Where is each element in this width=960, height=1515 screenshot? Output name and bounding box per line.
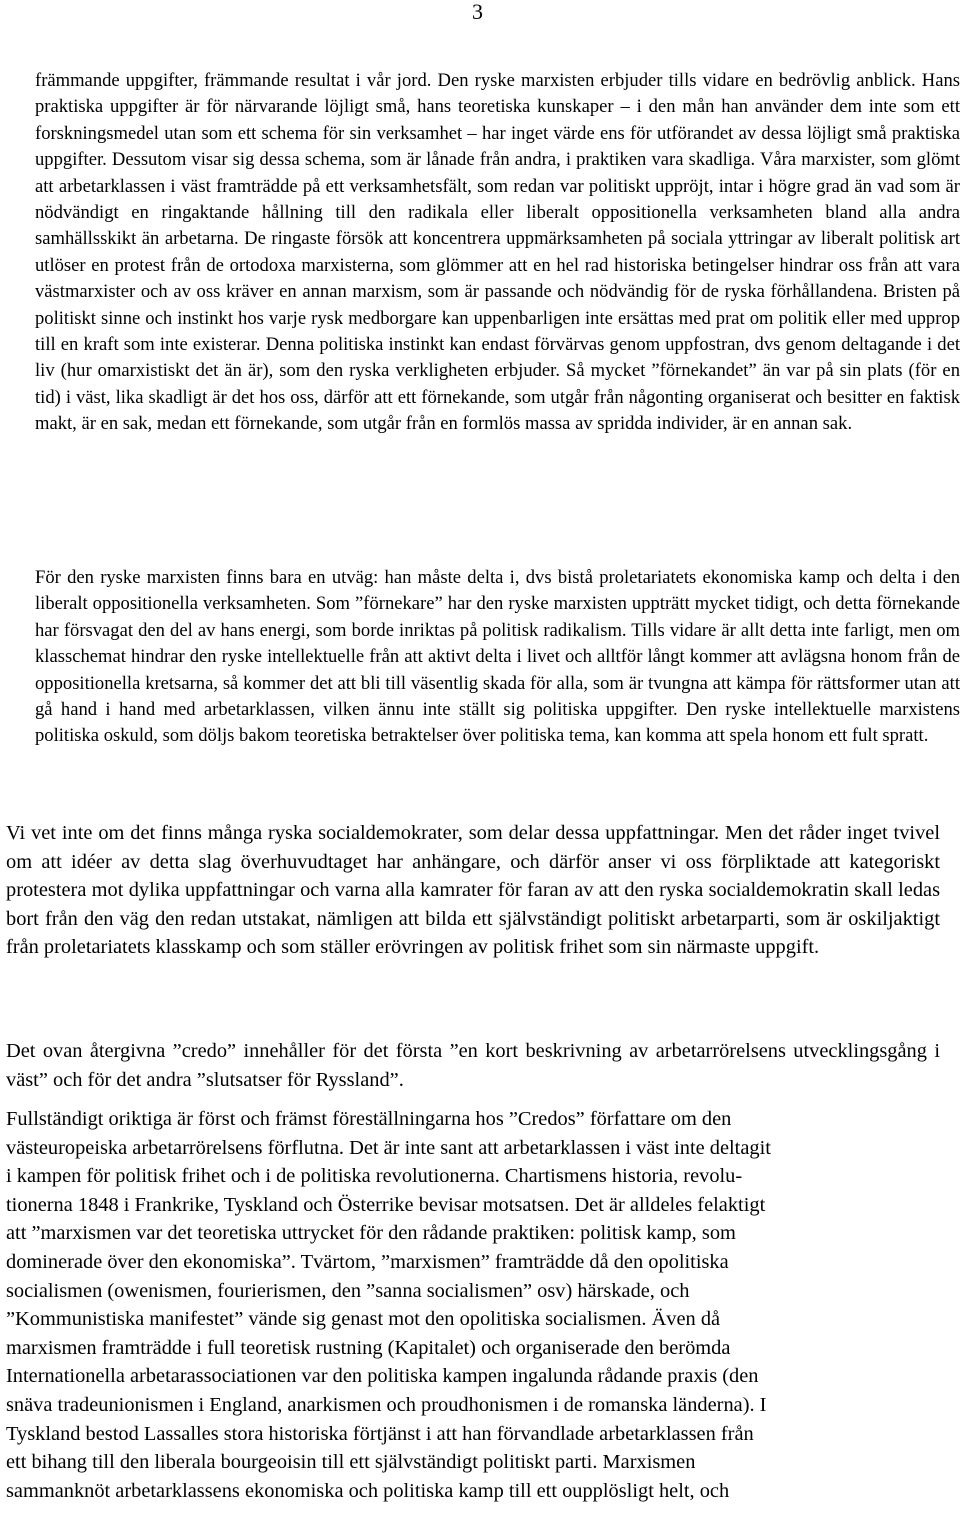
paragraph-line: dominerade över den ekonomiska”. Tvärtom, ”marxismen” framträdde då den opolitiska xyxy=(6,1250,729,1273)
paragraph-line: snäva tradeunionismen i England, anarkismen och proudhonismen i de romanska länderna). I xyxy=(6,1393,767,1416)
paragraph-line: ”Kommunistiska manifestet” vände sig genast mot den opolitiska socialismen. Även då xyxy=(6,1308,721,1331)
paragraph-line: sammanknöt arbetarklassens ekonomiska och politiska kamp till ett oupplösligt helt, och xyxy=(6,1479,730,1502)
quoted-paragraph-1: främmande uppgifter, främmande resultat i vår jord. Den ryske marxisten erbjuder tills vidare en bedrövlig anblick. Hans praktiska uppgifter är för närvarande löjligt små, hans teoretiska kunskaper – i den mån han använder dem inte som ett forskningsmedel utan som ett schema för sin verksamhet – har inget värde ens för utförandet av dessa löjligt små praktiska uppgifter. Dessutom visar sig dessa schema, som är lånade från andra, i praktiken vara skadliga. Våra marxister, som glömt att arbetarklassen i väst framträdde på ett verksamhetsfält, som redan var politiskt uppröjt, intar i högre grad än vad som är nödvändigt en ringaktande hållning till den radikala eller liberalt oppositionella verksamheten bland alla andra samhällsskikt än arbetarna. De ringaste försök att koncentrera uppmärksamheten på sociala yttringar av liberalt politisk art utlöser en protest från de ortodoxa marxisterna, som glömmer att en hel rad historiska betingelser hindrar oss från att vara västmarxister och av oss kräver en annan marxism, som är passande och nödvändig för de ryska förhållandena. Bristen på politiskt sinne och instinkt hos varje rysk medborgare kan uppenbarligen inte ersättas med prat om politik eller med upprop till en kraft som inte existerar. Denna politiska instinkt kan endast förvärvas genom uppfostran, dvs genom deltagande i det liv (hur omarxistiskt det än är), som den ryska verkligheten erbjuder. Så mycket ”förnekandet” än var på sin plats (för en tid) i väst, lika skadligt är det hos oss, därför att ett förnekande, som utgår från någonting organiserat och besitter en faktisk makt, är en sak, medan ett förnekande, som utgår från en formlös massa av spridda individer, är en annan sak. xyxy=(35,70,960,435)
paragraph-line: tionerna 1848 i Frankrike, Tyskland och Österrike bevisar motsatsen. Det är alldeles felaktigt xyxy=(6,1193,766,1216)
quoted-paragraph-2: För den ryske marxisten finns bara en utväg: han måste delta i, dvs bistå proletariatets ekonomiska kamp och delta i den liberalt oppositionella verksamheten. Som ”förnekare” har den ryske marxisten uppträtt mycket tidigt, och detta förnekande har försvagat den del av hans energi, som borde inriktas på politisk radikalism. Tills vidare är allt detta inte farligt, men om klasschemat hindrar den ryske intellektuelle från att aktivt delta i livet och alltför långt kommer att avlägsna honom från de oppositionella kretsarna, så kommer det att bli till väsentlig skada för alla, som är tvungna att kämpa för rättsformer utan att gå hand i hand med arbetarklassen, vilken ännu inte ställt sig politiska uppgifter. Den ryske intellektuelle marxistens politiska oskuld, som döljs bakom teoretiska betraktelser över politiska tema, kan komma att spela honom ett fult spratt. xyxy=(35,567,960,747)
paragraph-line: marxismen framträdde i full teoretisk rustning (Kapitalet) och organiserade den berömda xyxy=(6,1336,731,1359)
paragraph-line: Internationella arbetarassociationen var den politiska kampen ingalunda rådande praxis (den xyxy=(6,1365,759,1388)
body-paragraph-3 xyxy=(6,1105,940,1505)
paragraph-line: socialismen (owenismen, fourierismen, den ”sanna socialismen” osv) härskade, och xyxy=(6,1279,690,1302)
paragraph-line: västeuropeiska arbetarrörelsens förflutna. Det är inte sant att arbetarklassen i väst inte deltagit xyxy=(6,1136,771,1159)
paragraph-line: Tyskland bestod Lassalles stora historiska förtjänst i att han förvandlade arbetarklassen från xyxy=(6,1422,754,1445)
paragraph-line: ett bihang till den liberala bourgeoisin till ett självständigt politiskt parti. Marxismen xyxy=(6,1451,696,1474)
paragraph-line: Fullständigt oriktiga är först och främst föreställningarna hos ”Credos” författare om den xyxy=(6,1108,732,1130)
page-number: 3 xyxy=(472,0,483,24)
paragraph-line: i kampen för politisk frihet och i de politiska revolutionerna. Chartismens historia, revolu- xyxy=(6,1165,743,1188)
body-paragraph-2: Det ovan återgivna ”credo” innehåller för det första ”en kort beskrivning av arbetarrörelsens utvecklingsgång i väst” och för det andra ”slutsatser för Ryssland”. xyxy=(6,1040,940,1091)
paragraph-line: att ”marxismen var det teoretiska uttrycket för den rådande praktiken: politisk kamp, som xyxy=(6,1222,736,1245)
body-paragraph-1: Vi vet inte om det finns många ryska socialdemokrater, som delar dessa uppfattningar. Men det råder inget tvivel om att idéer av detta slag överhuvudtaget har anhängare, och därför anser vi oss förpliktade att kategoriskt protestera mot dylika uppfattningar och varna alla kamrater för faran av att den ryska socialdemokratin skall ledas bort från den väg den redan utstakat, nämligen att bilda ett självständigt politiskt arbetarparti, som är oskiljaktigt från proletariatets klasskamp och som ställer erövringen av politisk frihet som sin närmaste uppgift. xyxy=(6,822,940,959)
